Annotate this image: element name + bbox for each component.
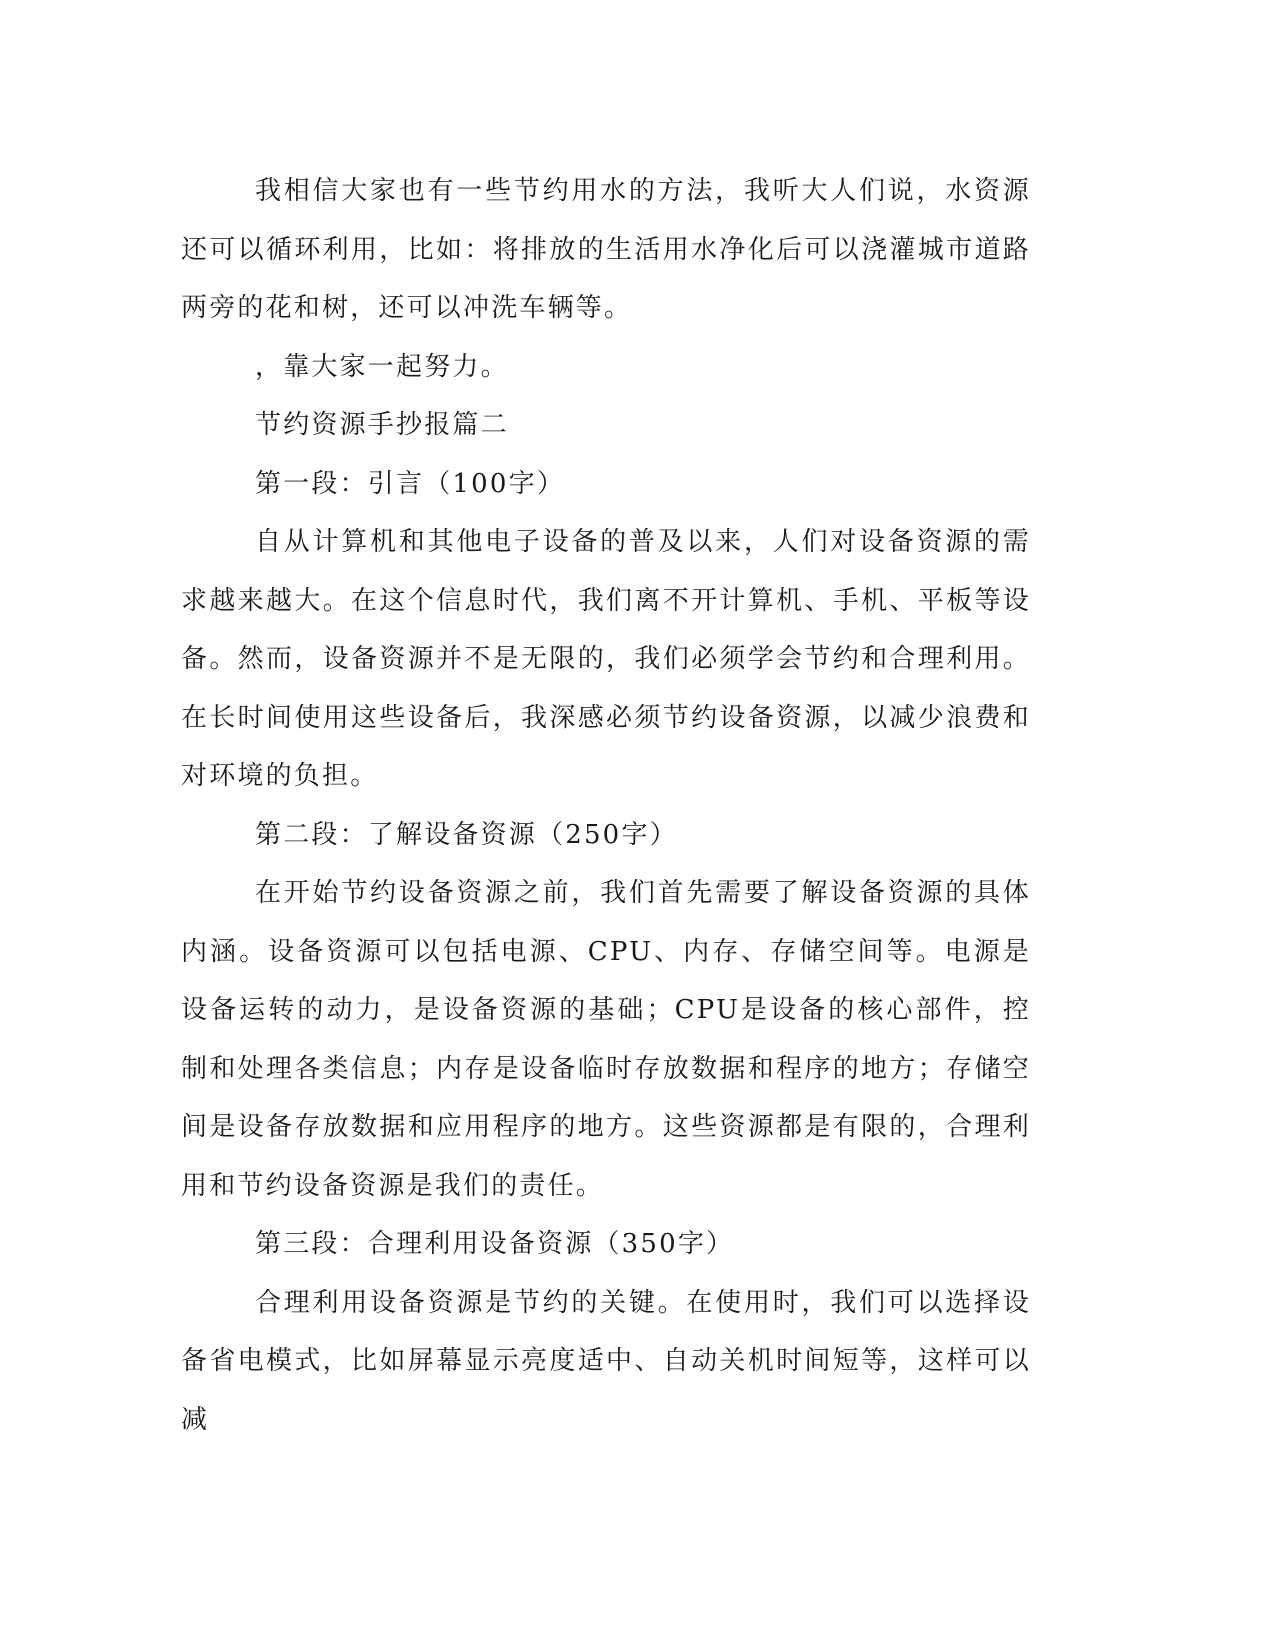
section-1-heading: 第一段：引言（100字） <box>255 468 566 499</box>
paragraph-together: ，靠大家一起努力。 <box>255 351 509 382</box>
section-2-body: 在开始节约设备资源之前，我们首先需要了解设备资源的具体内涵。设备资源可以包括电源、CPU、内存、存储空间等。电源是设备运转的动力，是设备资源的基础；CPU是设备的核心部件，控制和处理各类信息；内存是设备临时存放数据和程序的地方；存储空间是设备存放数据和应用程序的地方。这些资源都是有限的，合理利用和节约设备资源是我们的责任。 <box>181 878 1031 1201</box>
document-body <box>181 162 1031 1449</box>
section-3-body: 合理利用设备资源是节约的关键。在使用时，我们可以选择设备省电模式，比如屏幕显示亮度适中、自动关机时间短等，这样可以减 <box>181 1287 1031 1435</box>
section-3-heading: 第三段：合理利用设备资源（350字） <box>255 1229 735 1259</box>
paragraph-water-methods: 我相信大家也有一些节约用水的方法，我听大人们说，水资源还可以循环利用，比如：将排放的生活用水净化后可以浇灌城市道路两旁的花和树，还可以冲洗车辆等。 <box>181 176 1031 323</box>
article-title: 节约资源手抄报篇二 <box>255 410 509 440</box>
section-2-heading: 第二段：了解设备资源（250字） <box>255 819 678 850</box>
section-1-body: 自从计算机和其他电子设备的普及以来，人们对设备资源的需求越来越大。在这个信息时代，我们离不开计算机、手机、平板等设备。然而，设备资源并不是无限的，我们必须学会节约和合理利用。在长时间使用这些设备后，我深感必须节约设备资源，以减少浪费和对环境的负担。 <box>181 527 1031 791</box>
